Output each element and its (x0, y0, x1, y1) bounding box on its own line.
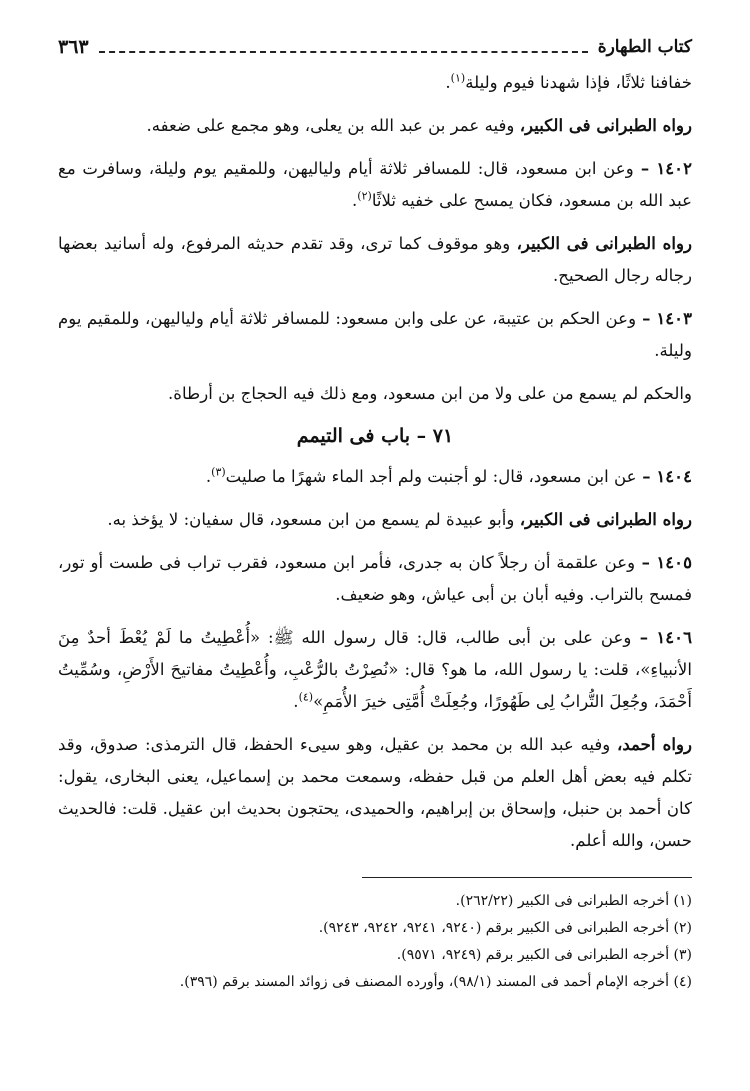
header-rule (99, 41, 588, 53)
hadith-number: ١٤٠٥ – (635, 552, 692, 572)
hadith-number: ١٤٠٤ – (636, 466, 692, 486)
paragraph (58, 503, 692, 536)
footnote-ref: (٢) (357, 189, 372, 203)
paragraph-text: وفيه عبد الله بن محمد بن عقيل، وهو سيىء الحفظ، قال الترمذى: صدوق، وقد تكلم فيه بعض أهل العلم من قبل حفظه، وسمعت محمد بن إسماعيل، يعنى البخارى، يقول: كان أحمد بن حنبل، وإسحاق بن إبراهيم، والحميدى، يحتجون بحديث ابن عقيل. قلت: فالحديث حسن، والله أعلم. (58, 735, 692, 850)
paragraph (58, 621, 692, 718)
footnote: (١) أخرجه الطبرانى فى الكبير (٢٦٢/٢٢). (455, 893, 692, 909)
hadith-number: ١٤٠٣ – (636, 308, 692, 328)
footnote: (٤) أخرجه الإمام أحمد فى المسند (٩٨/١)، وأورده المصنف فى زوائد المسند برقم (٣٩٦). (179, 974, 692, 990)
hadith-number: ١٤٠٦ – (631, 627, 692, 647)
section-after (58, 460, 692, 857)
paragraph-end: . (205, 467, 212, 486)
source-lead: رواه أحمد، (616, 734, 692, 754)
page-number: ٣٦٣ (58, 36, 89, 58)
hadith-number: ١٤٠٢ – (633, 158, 693, 178)
paragraph-text: عن ابن مسعود، قال: لو أجنبت ولم أجد الماء شهرًا ما صليت (225, 467, 637, 486)
footnote-rule (362, 877, 692, 878)
footnote: (٣) أخرجه الطبرانى فى الكبير برقم (٩٢٤٩، ٩٥٧١). (396, 947, 692, 963)
paragraph (58, 227, 692, 292)
source-lead: رواه الطبرانى فى الكبير، (519, 115, 692, 135)
paragraph (58, 377, 692, 410)
paragraph-text: وعن على بن أبى طالب، قال: قال رسول الله ﷺ: «أُعْطِيتُ ما لَمْ يُعْطَ أحدٌ مِنَ الأنبياءِ»، قلت: يا رسول الله، ما هو؟ قال: «نُصِرْتُ بالرُّعْبِ، وأُعْطِيتُ مفاتيحَ الأَرْضِ، وسُمِّيتُ أَحْمَدَ، وجُعِلَ التُّرابُ لِى طَهُورًا، وجُعِلَتْ أُمَّتِى خيرَ الأُمَمِ» (58, 628, 692, 711)
paragraph (58, 302, 692, 367)
paragraph (58, 460, 692, 493)
paragraph-text: وفيه عمر بن عبد الله بن يعلى، وهو مجمع على ضعفه. (146, 116, 520, 135)
paragraph-text: وعن ابن مسعود، قال: للمسافر ثلاثة أيام ولياليهن، وللمقيم يوم وليلة، وسافرت مع عبد الله بن مسعود، فكان يمسح على خفيه ثلاثًا (58, 159, 692, 210)
paragraph (58, 152, 692, 217)
paragraph-end: . (352, 191, 358, 210)
paragraph (58, 546, 692, 611)
page-body (58, 66, 692, 857)
paragraph-text: خفافنا ثلاثًا، فإذا شهدنا فيوم وليلة (465, 73, 692, 92)
paragraph-text: وهو موقوف كما ترى، وقد تقدم حديثه المرفوع، وله أسانيد بعضها رجاله رجال الصحيح. (58, 234, 692, 285)
footnotes (58, 888, 692, 996)
paragraph-text: وأبو عبيدة لم يسمع من ابن مسعود، قال سفيان: لا يؤخذ به. (107, 510, 520, 529)
running-header (58, 34, 692, 60)
footnote-ref: (٤) (298, 690, 314, 704)
chapter-title: ٧١ – باب فى التيمم (296, 425, 454, 447)
paragraph-text: وعن علقمة أن رجلاً كان به جدرى، فأمر ابن مسعود، فقرب تراب فى طست أو تور، فمسح بالتراب. وفيه أبان بن أبى عياش، وهو ضعيف. (58, 553, 692, 604)
book-title: كتاب الطهارة (597, 37, 692, 57)
footnote-ref: (٣) (211, 465, 226, 479)
section-before (58, 66, 692, 410)
paragraph-end: . (293, 692, 299, 711)
paragraph (58, 109, 692, 142)
source-lead: رواه الطبرانى فى الكبير، (516, 233, 692, 253)
paragraph-end: . (445, 73, 451, 92)
footnote-ref: (١) (450, 71, 466, 85)
paragraph-text: والحكم لم يسمع من على ولا من ابن مسعود، ومع ذلك فيه الحجاج بن أرطاة. (168, 384, 692, 403)
paragraph (58, 728, 692, 857)
paragraph-text: وعن الحكم بن عتيبة، عن على وابن مسعود: للمسافر ثلاثة أيام ولياليهن، وللمقيم يوم وليلة. (58, 309, 692, 360)
source-lead: رواه الطبرانى فى الكبير، (519, 509, 692, 529)
footnote: (٢) أخرجه الطبرانى فى الكبير برقم (٩٢٤٠، ٩٢٤١، ٩٢٤٢، ٩٢٤٣). (318, 920, 692, 936)
paragraph (58, 66, 692, 99)
